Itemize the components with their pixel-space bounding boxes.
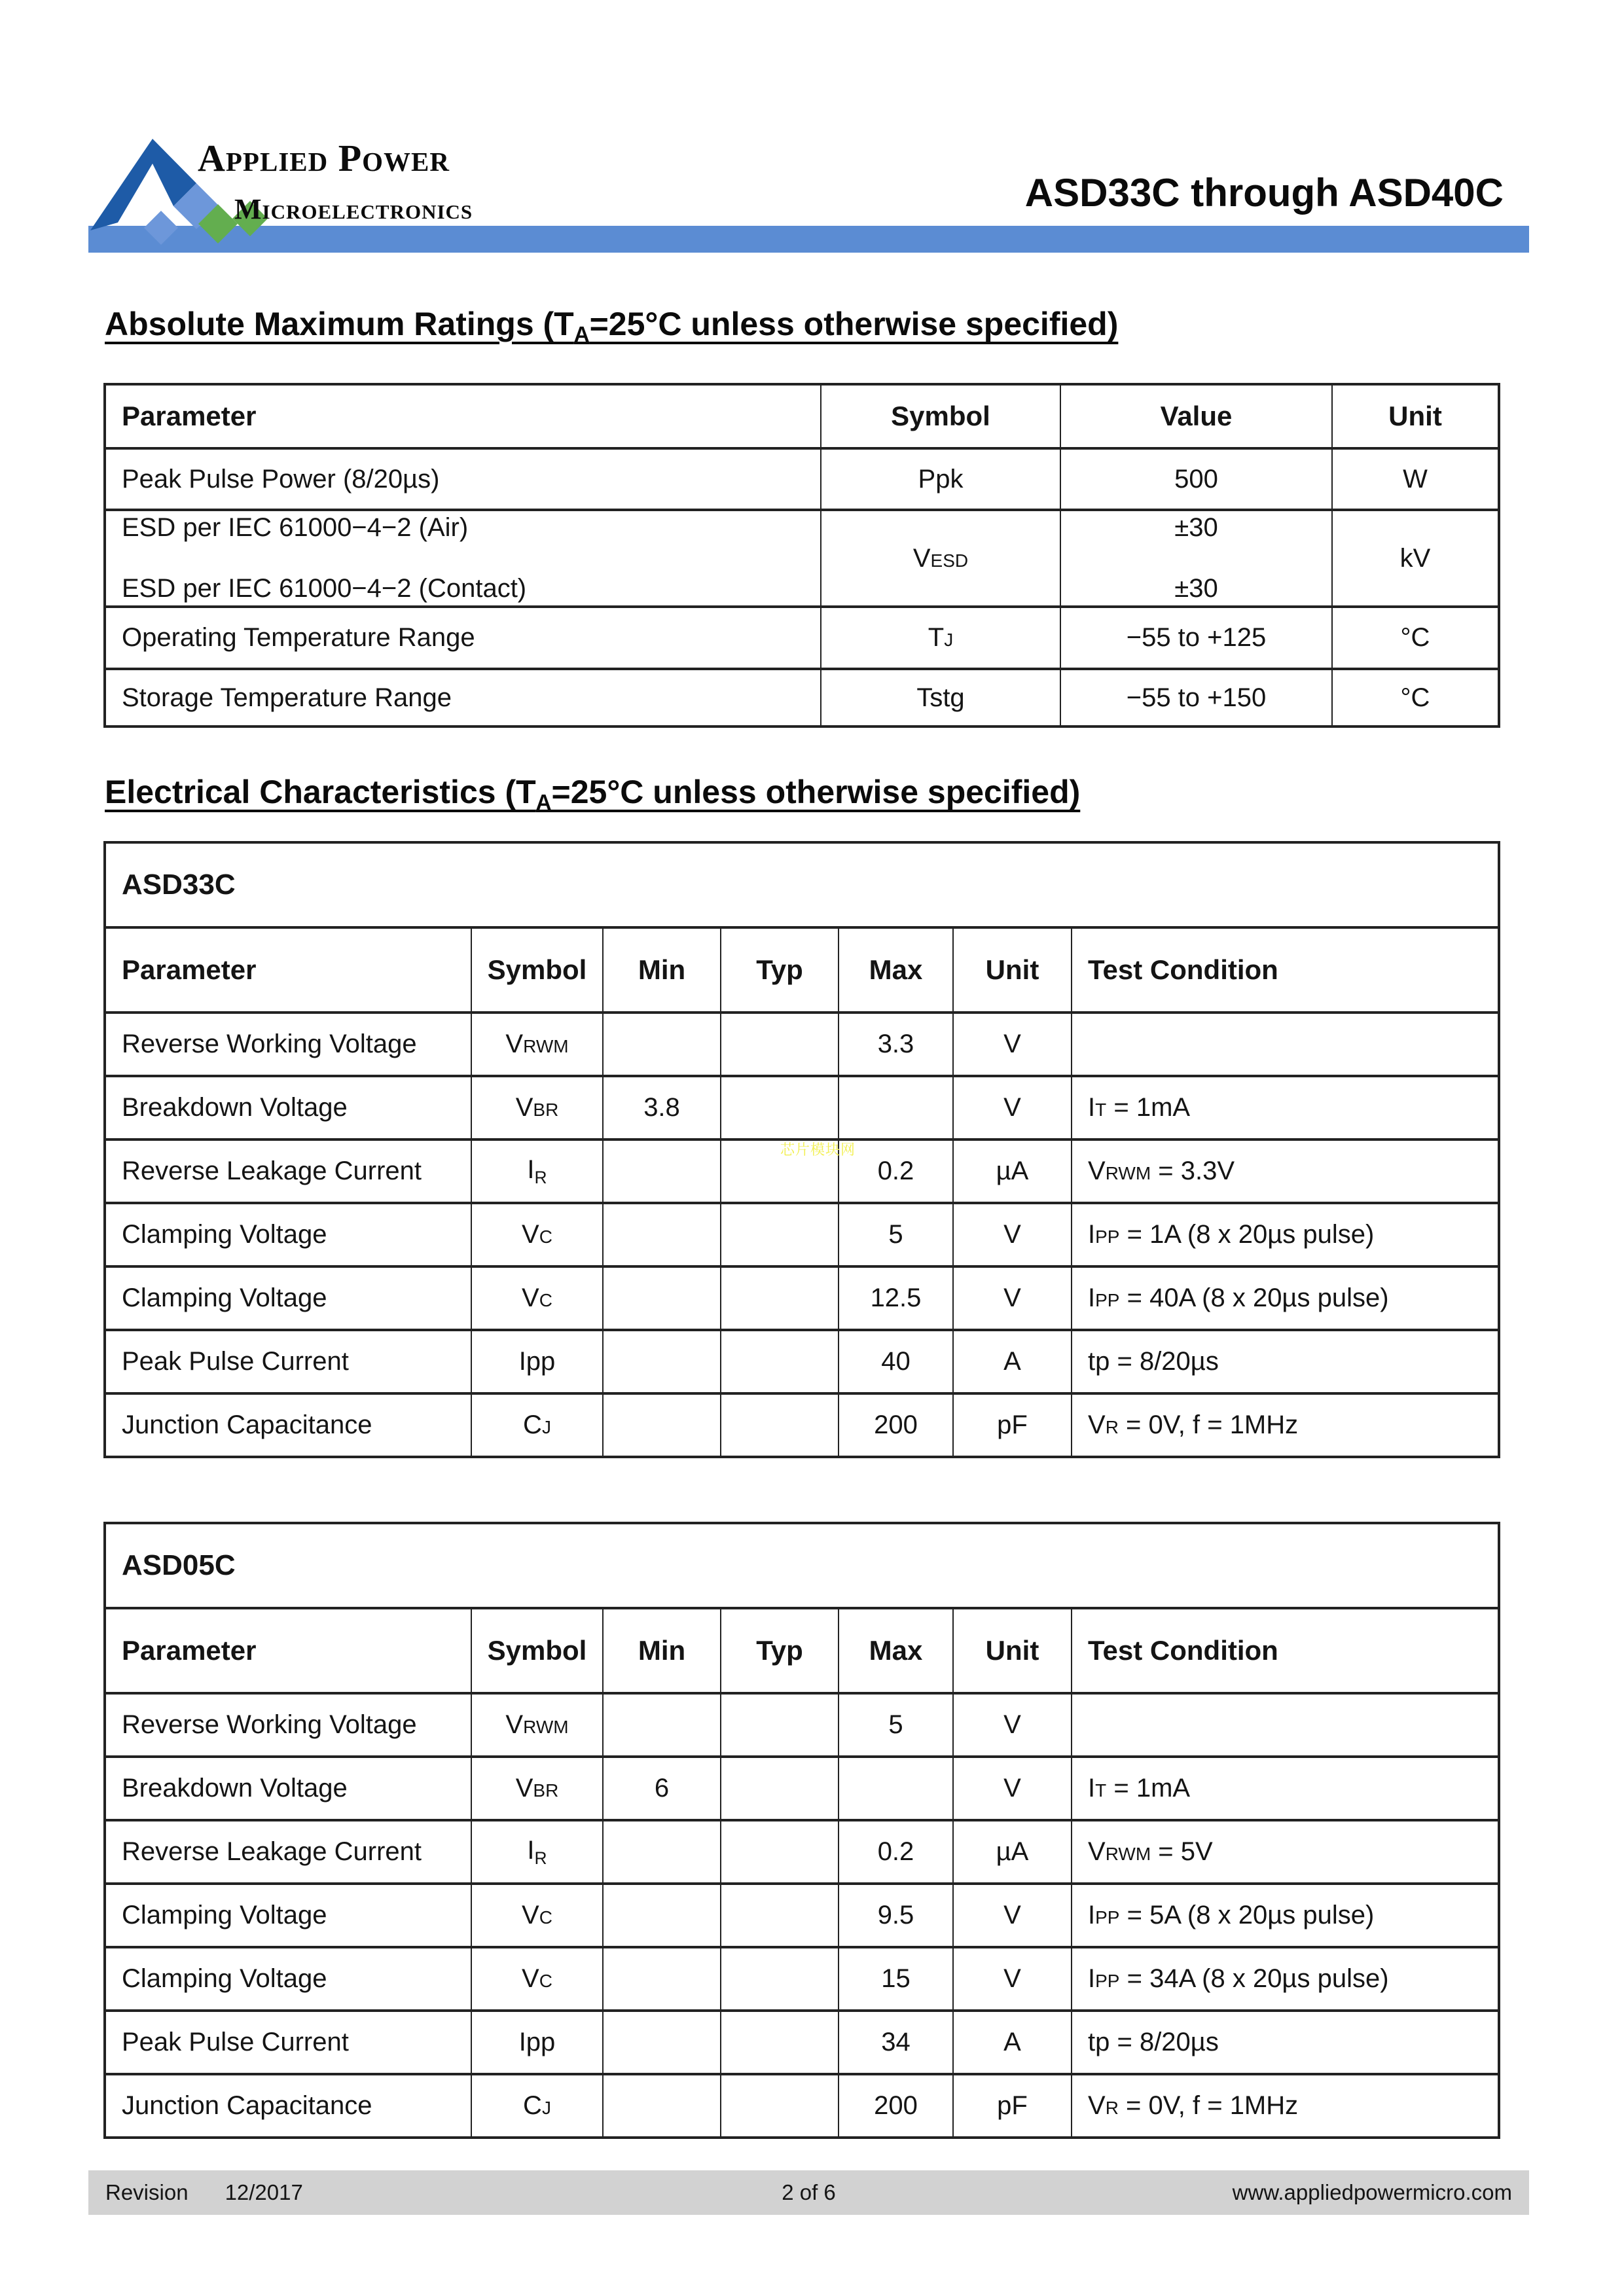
symbol-segment: =25°C unless otherwise specified) — [589, 306, 1119, 342]
cell-symbol — [471, 1820, 603, 1884]
symbol-segment: = 40A (8 x 20µs pulse) — [1119, 1283, 1389, 1312]
column-header: Parameter — [105, 1608, 471, 1693]
symbol-segment: V — [515, 1774, 533, 1803]
symbol-segment: I — [1088, 1220, 1096, 1249]
symbol-segment: C — [539, 1971, 552, 1991]
symbol-segment: I — [1088, 1283, 1096, 1312]
symbol-segment: PP — [1095, 1907, 1120, 1928]
table-row — [105, 1076, 1499, 1139]
cell-cond — [1072, 1393, 1499, 1457]
revision-date: 12/2017 — [225, 2180, 303, 2204]
column-header: Min — [603, 927, 721, 1013]
asd05c-characteristics-table — [103, 1522, 1500, 2139]
cell-cond — [1072, 1013, 1499, 1076]
cell-symbol — [471, 1757, 603, 1820]
symbol-segment: V — [505, 1710, 524, 1739]
cell-line: ±30 — [1174, 574, 1218, 603]
cell-symbol — [821, 510, 1060, 607]
column-header: Unit — [1332, 384, 1499, 448]
column-header: Unit — [953, 1608, 1072, 1693]
cell-min — [603, 1330, 721, 1393]
symbol-segment: RWM — [523, 1036, 569, 1056]
cell-param: Peak Pulse Current — [105, 1330, 471, 1393]
cell-unit: µA — [953, 1139, 1072, 1203]
cell-cond: tp = 8/20µs — [1072, 1330, 1499, 1393]
cell-param: Peak Pulse Current — [105, 2011, 471, 2074]
cell-cond — [1072, 1139, 1499, 1203]
cell-param: Breakdown Voltage — [105, 1076, 471, 1139]
cell-symbol — [471, 1076, 603, 1139]
symbol-segment: V — [522, 1964, 539, 1993]
table-row — [105, 2011, 1499, 2074]
page-indicator: 2 of 6 — [782, 2180, 836, 2204]
cell-typ — [721, 2011, 839, 2074]
cell-max: 5 — [839, 1693, 953, 1757]
absolute-maximum-ratings-table — [103, 383, 1500, 728]
cell-symbol — [471, 1393, 603, 1457]
cell-unit: V — [953, 1884, 1072, 1947]
cell-min — [603, 1947, 721, 2011]
cell-min — [603, 1820, 721, 1884]
symbol-segment: A — [573, 321, 590, 346]
column-header: Parameter — [105, 384, 821, 448]
cell-cond — [1072, 1757, 1499, 1820]
cell-symbol — [471, 1947, 603, 2011]
section-heading-absolute-maximum-ratings — [105, 305, 1118, 347]
symbol-segment: BR — [533, 1100, 559, 1120]
cell-min: 6 — [603, 1757, 721, 1820]
cell-symbol: Ipp — [471, 1330, 603, 1393]
cell-max: 0.2 — [839, 1139, 953, 1203]
table-header-row — [105, 1608, 1499, 1693]
cell-cond — [1072, 1884, 1499, 1947]
symbol-segment: ESD — [930, 550, 969, 571]
symbol-segment: RWM — [1105, 1844, 1151, 1864]
cell-param — [105, 510, 821, 607]
table-row — [105, 2074, 1499, 2138]
cell-param: Peak Pulse Power (8/20µs) — [105, 448, 821, 510]
symbol-segment: V — [522, 1283, 539, 1312]
symbol-segment: I — [1088, 1964, 1096, 1993]
cell-symbol: Ppk — [821, 448, 1060, 510]
column-header: Typ — [721, 927, 839, 1013]
cell-param: Reverse Working Voltage — [105, 1013, 471, 1076]
cell-typ — [721, 1693, 839, 1757]
symbol-segment: J — [541, 2098, 551, 2118]
logo-line1: Applied Power — [198, 137, 450, 179]
cell-unit: W — [1332, 448, 1499, 510]
cell-min — [603, 1266, 721, 1330]
table-row — [105, 1203, 1499, 1266]
watermark-text: 芯片模块网 — [780, 1141, 856, 1158]
symbol-segment: I — [1088, 1901, 1096, 1929]
cell-param: Clamping Voltage — [105, 1884, 471, 1947]
cell-symbol — [471, 1013, 603, 1076]
symbol-segment: = 34A (8 x 20µs pulse) — [1119, 1964, 1389, 1993]
symbol-segment: I — [1088, 1774, 1096, 1803]
symbol-segment: C — [539, 1290, 552, 1310]
symbol-segment: R — [1105, 1417, 1119, 1437]
cell-param: Reverse Working Voltage — [105, 1693, 471, 1757]
table-row — [105, 607, 1499, 669]
symbol-segment: = 0V, f = 1MHz — [1118, 2091, 1299, 2120]
cell-unit: V — [953, 1076, 1072, 1139]
cell-unit: V — [953, 1013, 1072, 1076]
cell-typ — [721, 1203, 839, 1266]
cell-typ — [721, 1947, 839, 2011]
symbol-segment: V — [1088, 1837, 1106, 1866]
cell-param: Junction Capacitance — [105, 2074, 471, 2138]
symbol-segment: RWM — [1105, 1163, 1151, 1183]
cell-unit: A — [953, 2011, 1072, 2074]
symbol-segment: V — [1088, 1157, 1106, 1185]
cell-line: ESD per IEC 61000−4−2 (Contact) — [122, 574, 527, 603]
column-header: Min — [603, 1608, 721, 1693]
cell-min — [603, 2074, 721, 2138]
table-title: ASD33C — [105, 842, 1499, 927]
cell-param: Storage Temperature Range — [105, 669, 821, 726]
table-row — [105, 1013, 1499, 1076]
symbol-segment: Electrical Characteristics (T — [105, 774, 536, 810]
symbol-segment: PP — [1095, 1227, 1120, 1247]
cell-symbol — [471, 1693, 603, 1757]
cell-value: 500 — [1060, 448, 1332, 510]
footer-revision — [105, 2180, 303, 2205]
symbol-segment: =25°C unless otherwise specified) — [551, 774, 1081, 810]
cell-min — [603, 1884, 721, 1947]
column-header: Max — [839, 927, 953, 1013]
cell-symbol — [471, 1266, 603, 1330]
cell-cond — [1072, 1266, 1499, 1330]
cell-value: −55 to +150 — [1060, 669, 1332, 726]
cell-param: Reverse Leakage Current — [105, 1820, 471, 1884]
table-row — [105, 1820, 1499, 1884]
cell-typ — [721, 1884, 839, 1947]
column-header: Symbol — [471, 1608, 603, 1693]
cell-max: 200 — [839, 2074, 953, 2138]
cell-max: 200 — [839, 1393, 953, 1457]
symbol-segment: V — [1088, 1410, 1106, 1439]
cell-unit: pF — [953, 2074, 1072, 2138]
symbol-segment: J — [944, 630, 954, 650]
cell-symbol — [471, 1203, 603, 1266]
cell-param: Breakdown Voltage — [105, 1757, 471, 1820]
cell-unit: V — [953, 1693, 1072, 1757]
symbol-segment: I — [527, 1155, 535, 1184]
cell-unit: A — [953, 1330, 1072, 1393]
cell-line: ESD per IEC 61000−4−2 (Air) — [122, 513, 469, 542]
header-divider-bar — [88, 226, 1529, 253]
cell-unit: °C — [1332, 669, 1499, 726]
symbol-segment: I — [527, 1835, 535, 1865]
cell-max: 34 — [839, 2011, 953, 2074]
column-header: Value — [1060, 384, 1332, 448]
symbol-segment: V — [1088, 2091, 1106, 2120]
cell-cond — [1072, 1693, 1499, 1757]
table-row — [105, 510, 1499, 607]
cell-cond — [1072, 1203, 1499, 1266]
cell-max — [839, 1757, 953, 1820]
symbol-segment: V — [912, 543, 931, 573]
cell-line: ±30 — [1174, 513, 1218, 542]
table-row — [105, 1947, 1499, 2011]
column-header: Parameter — [105, 927, 471, 1013]
cell-max: 3.3 — [839, 1013, 953, 1076]
multiline-cell — [122, 513, 814, 603]
cell-param: Reverse Leakage Current — [105, 1139, 471, 1203]
cell-unit: kV — [1332, 510, 1499, 607]
table-row — [105, 448, 1499, 510]
cell-typ — [721, 1266, 839, 1330]
cell-min — [603, 1013, 721, 1076]
symbol-segment: C — [523, 2091, 542, 2120]
cell-typ — [721, 1013, 839, 1076]
symbol-segment: A — [535, 789, 552, 814]
table-title: ASD05C — [105, 1523, 1499, 1608]
symbol-segment: R — [1105, 2098, 1119, 2118]
symbol-segment: = 5V — [1151, 1837, 1213, 1866]
table-title-row — [105, 842, 1499, 927]
table-title-row — [105, 1523, 1499, 1608]
symbol-segment: V — [522, 1220, 539, 1249]
symbol-segment: J — [541, 1417, 551, 1437]
symbol-segment: = 0V, f = 1MHz — [1118, 1410, 1299, 1439]
cell-value: −55 to +125 — [1060, 607, 1332, 669]
column-header: Unit — [953, 927, 1072, 1013]
cell-value — [1060, 510, 1332, 607]
symbol-segment: = 1mA — [1106, 1093, 1191, 1122]
cell-unit: V — [953, 1203, 1072, 1266]
cell-param: Operating Temperature Range — [105, 607, 821, 669]
cell-param: Clamping Voltage — [105, 1266, 471, 1330]
symbol-segment: V — [505, 1030, 524, 1058]
column-header: Test Condition — [1072, 927, 1499, 1013]
table-row — [105, 1393, 1499, 1457]
symbol-segment: PP — [1095, 1290, 1120, 1310]
cell-typ — [721, 1757, 839, 1820]
cell-max: 15 — [839, 1947, 953, 2011]
cell-typ — [721, 2074, 839, 2138]
cell-cond: tp = 8/20µs — [1072, 2011, 1499, 2074]
page-title: ASD33C through ASD40C — [1024, 171, 1504, 215]
cell-cond — [1072, 1947, 1499, 2011]
cell-cond — [1072, 2074, 1499, 2138]
cell-unit: µA — [953, 1820, 1072, 1884]
cell-cond — [1072, 1820, 1499, 1884]
table-header-row — [105, 384, 1499, 448]
symbol-segment: R — [534, 1848, 547, 1868]
cell-max: 40 — [839, 1330, 953, 1393]
cell-symbol: Ipp — [471, 2011, 603, 2074]
symbol-segment: RWM — [523, 1717, 569, 1737]
cell-max: 0.2 — [839, 1820, 953, 1884]
cell-max: 12.5 — [839, 1266, 953, 1330]
cell-min — [603, 1139, 721, 1203]
cell-typ — [721, 1076, 839, 1139]
cell-symbol — [471, 1884, 603, 1947]
cell-param: Junction Capacitance — [105, 1393, 471, 1457]
table-row — [105, 1757, 1499, 1820]
cell-unit: °C — [1332, 607, 1499, 669]
table-row — [105, 1884, 1499, 1947]
symbol-segment: = 3.3V — [1151, 1157, 1235, 1185]
cell-typ — [721, 1330, 839, 1393]
column-header: Max — [839, 1608, 953, 1693]
footer-bar — [88, 2170, 1529, 2215]
cell-param: Clamping Voltage — [105, 1947, 471, 2011]
cell-cond — [1072, 1076, 1499, 1139]
symbol-segment: V — [515, 1093, 533, 1122]
section-heading-electrical-characteristics — [105, 773, 1080, 815]
table-row — [105, 1330, 1499, 1393]
symbol-segment: R — [534, 1167, 547, 1187]
symbol-segment: Absolute Maximum Ratings (T — [105, 306, 574, 342]
column-header: Symbol — [471, 927, 603, 1013]
cell-min — [603, 1393, 721, 1457]
symbol-segment: C — [539, 1227, 552, 1247]
symbol-segment: I — [1088, 1093, 1096, 1122]
cell-max: 9.5 — [839, 1884, 953, 1947]
table-header-row — [105, 927, 1499, 1013]
footer-website: www.appliedpowermicro.com — [1232, 2180, 1512, 2204]
symbol-segment: = 1A (8 x 20µs pulse) — [1119, 1220, 1375, 1249]
symbol-segment: T — [1095, 1100, 1107, 1120]
revision-label: Revision — [105, 2180, 189, 2204]
cell-symbol: Tstg — [821, 669, 1060, 726]
cell-min — [603, 1693, 721, 1757]
table-row — [105, 1693, 1499, 1757]
cell-typ — [721, 1393, 839, 1457]
column-header: Symbol — [821, 384, 1060, 448]
symbol-segment: C — [523, 1410, 542, 1439]
cell-symbol — [821, 607, 1060, 669]
logo-line2: Microelectronics — [234, 193, 473, 225]
symbol-segment: T — [928, 623, 945, 652]
column-header: Typ — [721, 1608, 839, 1693]
symbol-segment: T — [1095, 1780, 1107, 1801]
cell-max — [839, 1076, 953, 1139]
symbol-segment: = 1mA — [1106, 1774, 1191, 1803]
cell-unit: pF — [953, 1393, 1072, 1457]
cell-unit: V — [953, 1266, 1072, 1330]
cell-unit: V — [953, 1757, 1072, 1820]
table-row — [105, 1266, 1499, 1330]
table-row — [105, 669, 1499, 726]
cell-min — [603, 1203, 721, 1266]
cell-symbol — [471, 2074, 603, 2138]
cell-unit: V — [953, 1947, 1072, 2011]
cell-param: Clamping Voltage — [105, 1203, 471, 1266]
cell-min: 3.8 — [603, 1076, 721, 1139]
column-header: Test Condition — [1072, 1608, 1499, 1693]
cell-max: 5 — [839, 1203, 953, 1266]
symbol-segment: V — [522, 1901, 539, 1929]
symbol-segment: PP — [1095, 1971, 1120, 1991]
symbol-segment: C — [539, 1907, 552, 1928]
cell-min — [603, 2011, 721, 2074]
cell-symbol — [471, 1139, 603, 1203]
symbol-segment: = 5A (8 x 20µs pulse) — [1119, 1901, 1375, 1929]
multiline-cell — [1062, 513, 1331, 603]
symbol-segment: BR — [533, 1780, 559, 1801]
cell-typ — [721, 1820, 839, 1884]
